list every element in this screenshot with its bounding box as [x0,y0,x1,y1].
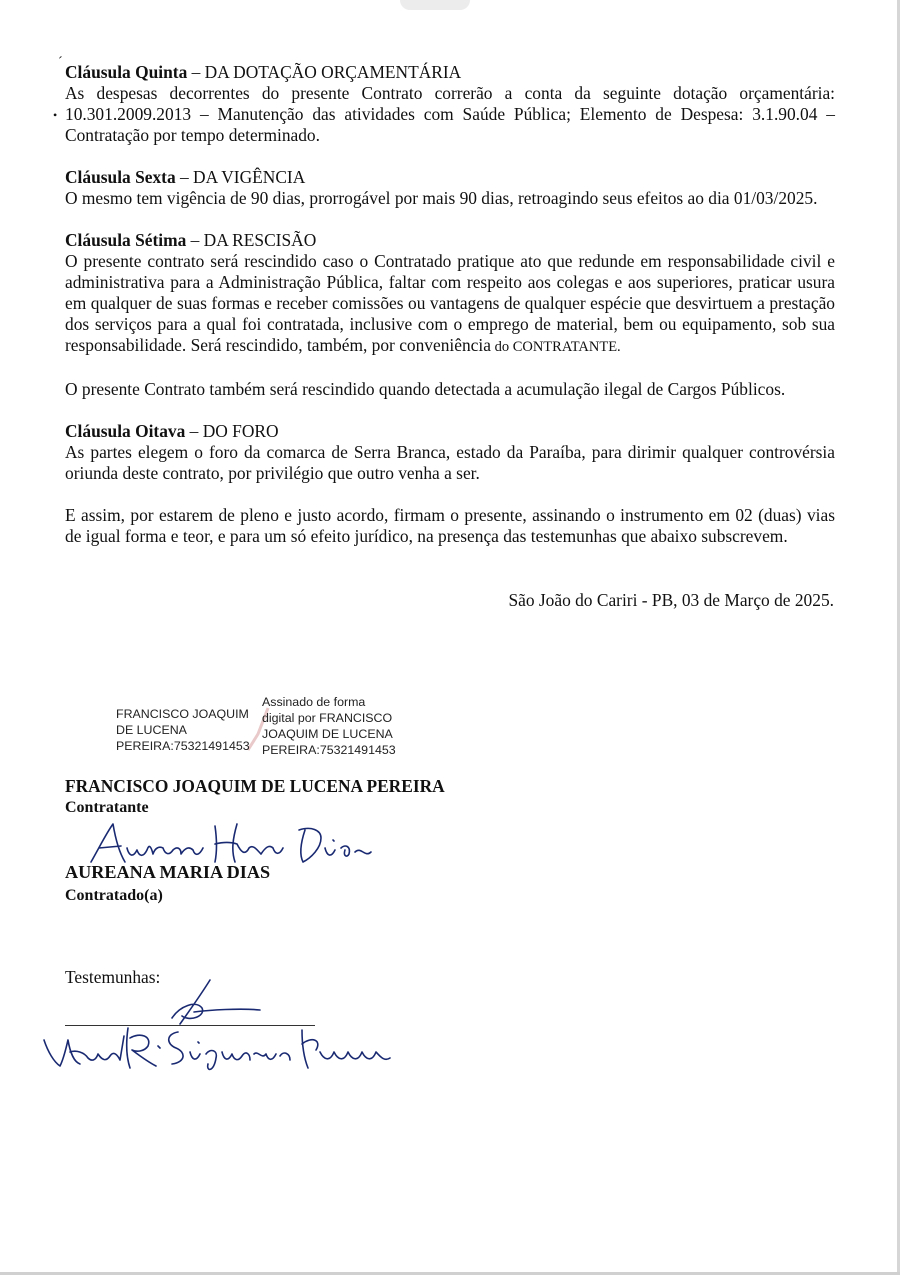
witness-two-signature [40,1022,395,1074]
digital-signature-line: PEREIRA:75321491453 [262,743,396,757]
clause-paragraph: O mesmo tem vigência de 90 dias, prorrogável por mais 90 dias, retroagindo seus efeitos ao dia 01/03/2025. [65,188,818,208]
clause-heading [65,421,835,442]
stray-dot: • [53,108,58,122]
clause-heading [65,167,835,188]
clause-paragraph: As despesas decorrentes do presente Contrato correrão a conta da seguinte dotação orçamentária: 10.301.2009.2013 – Manutenção das atividades com Saúde Pública; Elemento de Despesa: 3.1.90.04 – Contratação por tempo determinado. [65,83,835,145]
clause-text-tail: do CONTRATANTE. [490,339,621,355]
clause-paragraph: As partes elegem o foro da comarca de Serra Branca, estado da Paraíba, para dirimir qualquer controvérsia oriunda deste contrato, por privilégio que outro venha a ser. [65,442,835,483]
clause-subtitle: – DA DOTAÇÃO ORÇAMENTÁRIA [187,62,462,82]
clause-oitava [65,421,835,484]
closing-text: E assim, por estarem de pleno e justo acordo, firmam o presente, assinando o instrumento em 02 (duas) vias de igual forma e teor, e para um só efeito jurídico, na presença das testemunhas que abaixo subscrevem. [65,505,835,546]
clause-subtitle: – DO FORO [185,421,279,441]
clause-subtitle: – DA VIGÊNCIA [175,167,306,187]
scan-smudge [400,0,470,10]
clause-title: Cláusula Sétima [65,230,187,250]
contratante-role: Contratante [65,799,149,816]
clause-paragraph: O presente Contrato também será rescindido quando detectada a acumulação ilegal de Cargos Públicos. [65,379,786,399]
digital-signature-line: PEREIRA:75321491453 [116,739,250,753]
digital-signature [116,694,416,764]
digital-signature-line: JOAQUIM DE LUCENA [262,727,393,741]
clause-quinta [65,62,835,146]
clause-title: Cláusula Quinta [65,62,188,82]
clause-sexta [65,167,835,209]
contract-body [65,62,835,547]
clause-subtitle: – DA RESCISÃO [186,230,317,250]
clause-title: Cláusula Oitava [65,421,186,441]
witness-one-signature [150,978,270,1028]
clause-paragraph [65,251,835,358]
contratado-role: Contratado(a) [65,887,163,904]
digital-signature-line: Assinado de forma [262,695,366,709]
clause-text: O presente contrato será rescindido caso o Contratado pratique ato que redunde em responsabilidade civil e administrativa para a Administração Pública, faltar com respeito aos colegas e aos superiores, praticar usura em qualquer de suas formas e receber comissões ou vantagens de qualquer espécie que desvirtuem a prestação dos serviços para a qual foi contratada, inclusive com o emprego de material, bem ou equipamento, sob sua responsabilidade. Será rescindido, também, por conveniência [65,251,835,355]
clause-heading [65,62,835,83]
witnesses-label: Testemunhas: [65,967,161,987]
digital-signature-name [116,706,250,754]
closing-paragraph [65,505,835,547]
clause-setima [65,230,835,358]
digital-signature-line: digital por FRANCISCO [262,711,393,725]
digital-signature-line: DE LUCENA [116,723,187,737]
clause-title: Cláusula Sexta [65,167,176,187]
clause-heading [65,230,835,251]
digital-signature-details [262,694,396,758]
date-line: São João do Cariri - PB, 03 de Março de 2025. [508,590,834,610]
contratado-name: AUREANA MARIA DIAS [65,862,271,882]
digital-signature-line: FRANCISCO JOAQUIM [116,707,249,721]
stray-mark: ´ [58,55,63,70]
clause-setima-extra [65,379,835,400]
contratante-name: FRANCISCO JOAQUIM DE LUCENA PEREIRA [65,776,445,796]
